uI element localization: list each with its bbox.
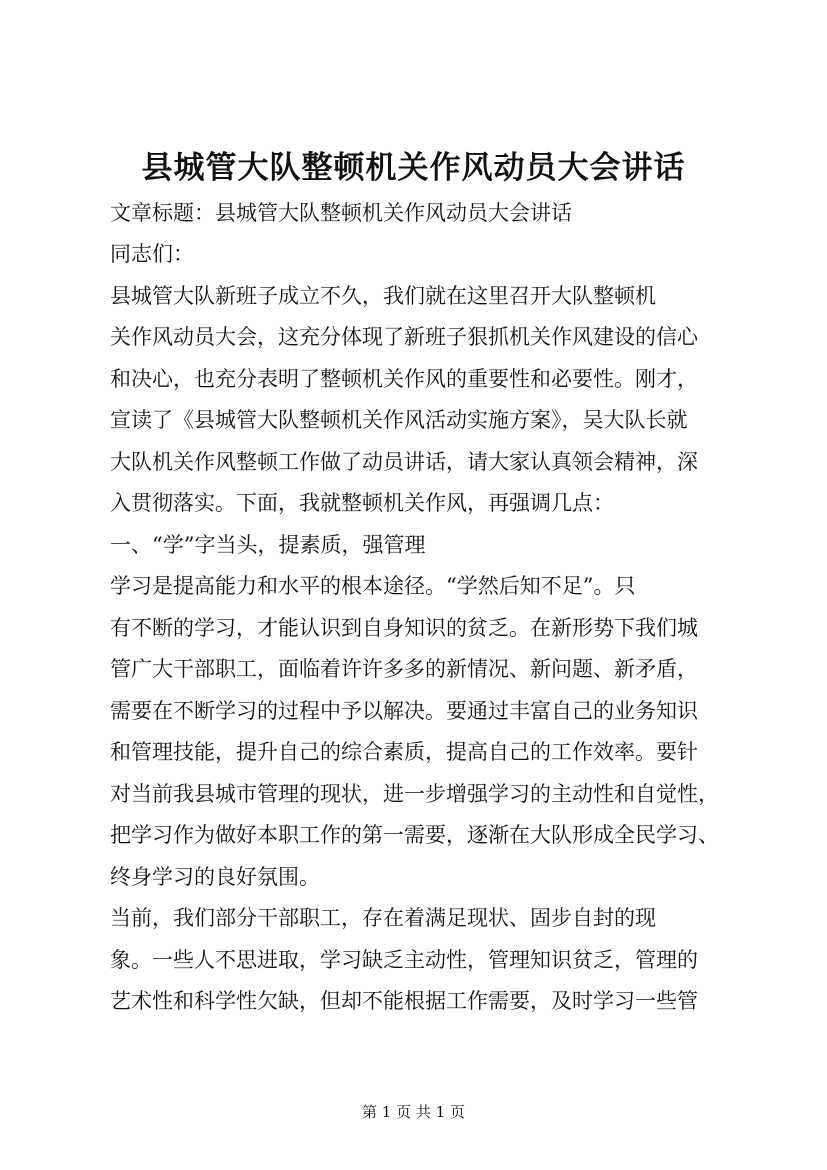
document-title: 县城管大队整顿机关作风动员大会讲话	[141, 150, 686, 186]
body-line: 入贯彻落实。下面，我就整顿机关作风，再强调几点：	[110, 491, 614, 515]
body-line: 和决心，也充分表明了整顿机关作风的重要性和必要性。刚才，	[110, 367, 698, 391]
body-line: 宣读了《县城管大队整顿机关作风活动实施方案》，吴大队长就	[110, 408, 688, 432]
page-number-footer: 第 1 页 共 1 页	[362, 1103, 465, 1121]
body-line: 象。一些人不思进取，学习缺乏主动性，管理知识贫乏，管理的	[110, 948, 698, 972]
body-line: 当前，我们部分干部职工，存在着满足现状、固步自封的现	[110, 906, 656, 930]
body-line: 关作风动员大会，这充分体现了新班子狠抓机关作风建设的信心	[110, 325, 698, 349]
body-line: 县城管大队新班子成立不久，我们就在这里召开大队整顿机	[110, 284, 656, 308]
body-line: 学习是提高能力和水平的根本途径。“学然后知不足”。只	[110, 574, 636, 598]
body-line: 管广大干部职工，面临着许许多多的新情况、新问题、新矛盾，	[110, 657, 698, 681]
body-line: 大队机关作风整顿工作做了动员讲话，请大家认真领会精神，深	[110, 450, 698, 474]
body-line: 把学习作为做好本职工作的第一需要，逐渐在大队形成全民学习、	[110, 823, 719, 847]
body-line: 同志们：	[110, 242, 194, 266]
body-line: 文章标题：县城管大队整顿机关作风动员大会讲话	[110, 201, 572, 225]
body-line: 终身学习的良好氛围。	[110, 865, 320, 889]
body-line: 艺术性和科学性欠缺，但却不能根据工作需要，及时学习一些管	[110, 989, 698, 1013]
section-heading: 一、“学”字当头，提素质，强管理	[110, 533, 426, 557]
body-line: 对当前我县城市管理的现状，进一步增强学习的主动性和自觉性，	[110, 782, 719, 806]
body-line: 有不断的学习，才能认识到自身知识的贫乏。在新形势下我们城	[110, 616, 698, 640]
body-line: 和管理技能，提升自己的综合素质，提高自己的工作效率。要针	[110, 740, 698, 764]
body-line: 需要在不断学习的过程中予以解决。要通过丰富自己的业务知识	[110, 699, 698, 723]
